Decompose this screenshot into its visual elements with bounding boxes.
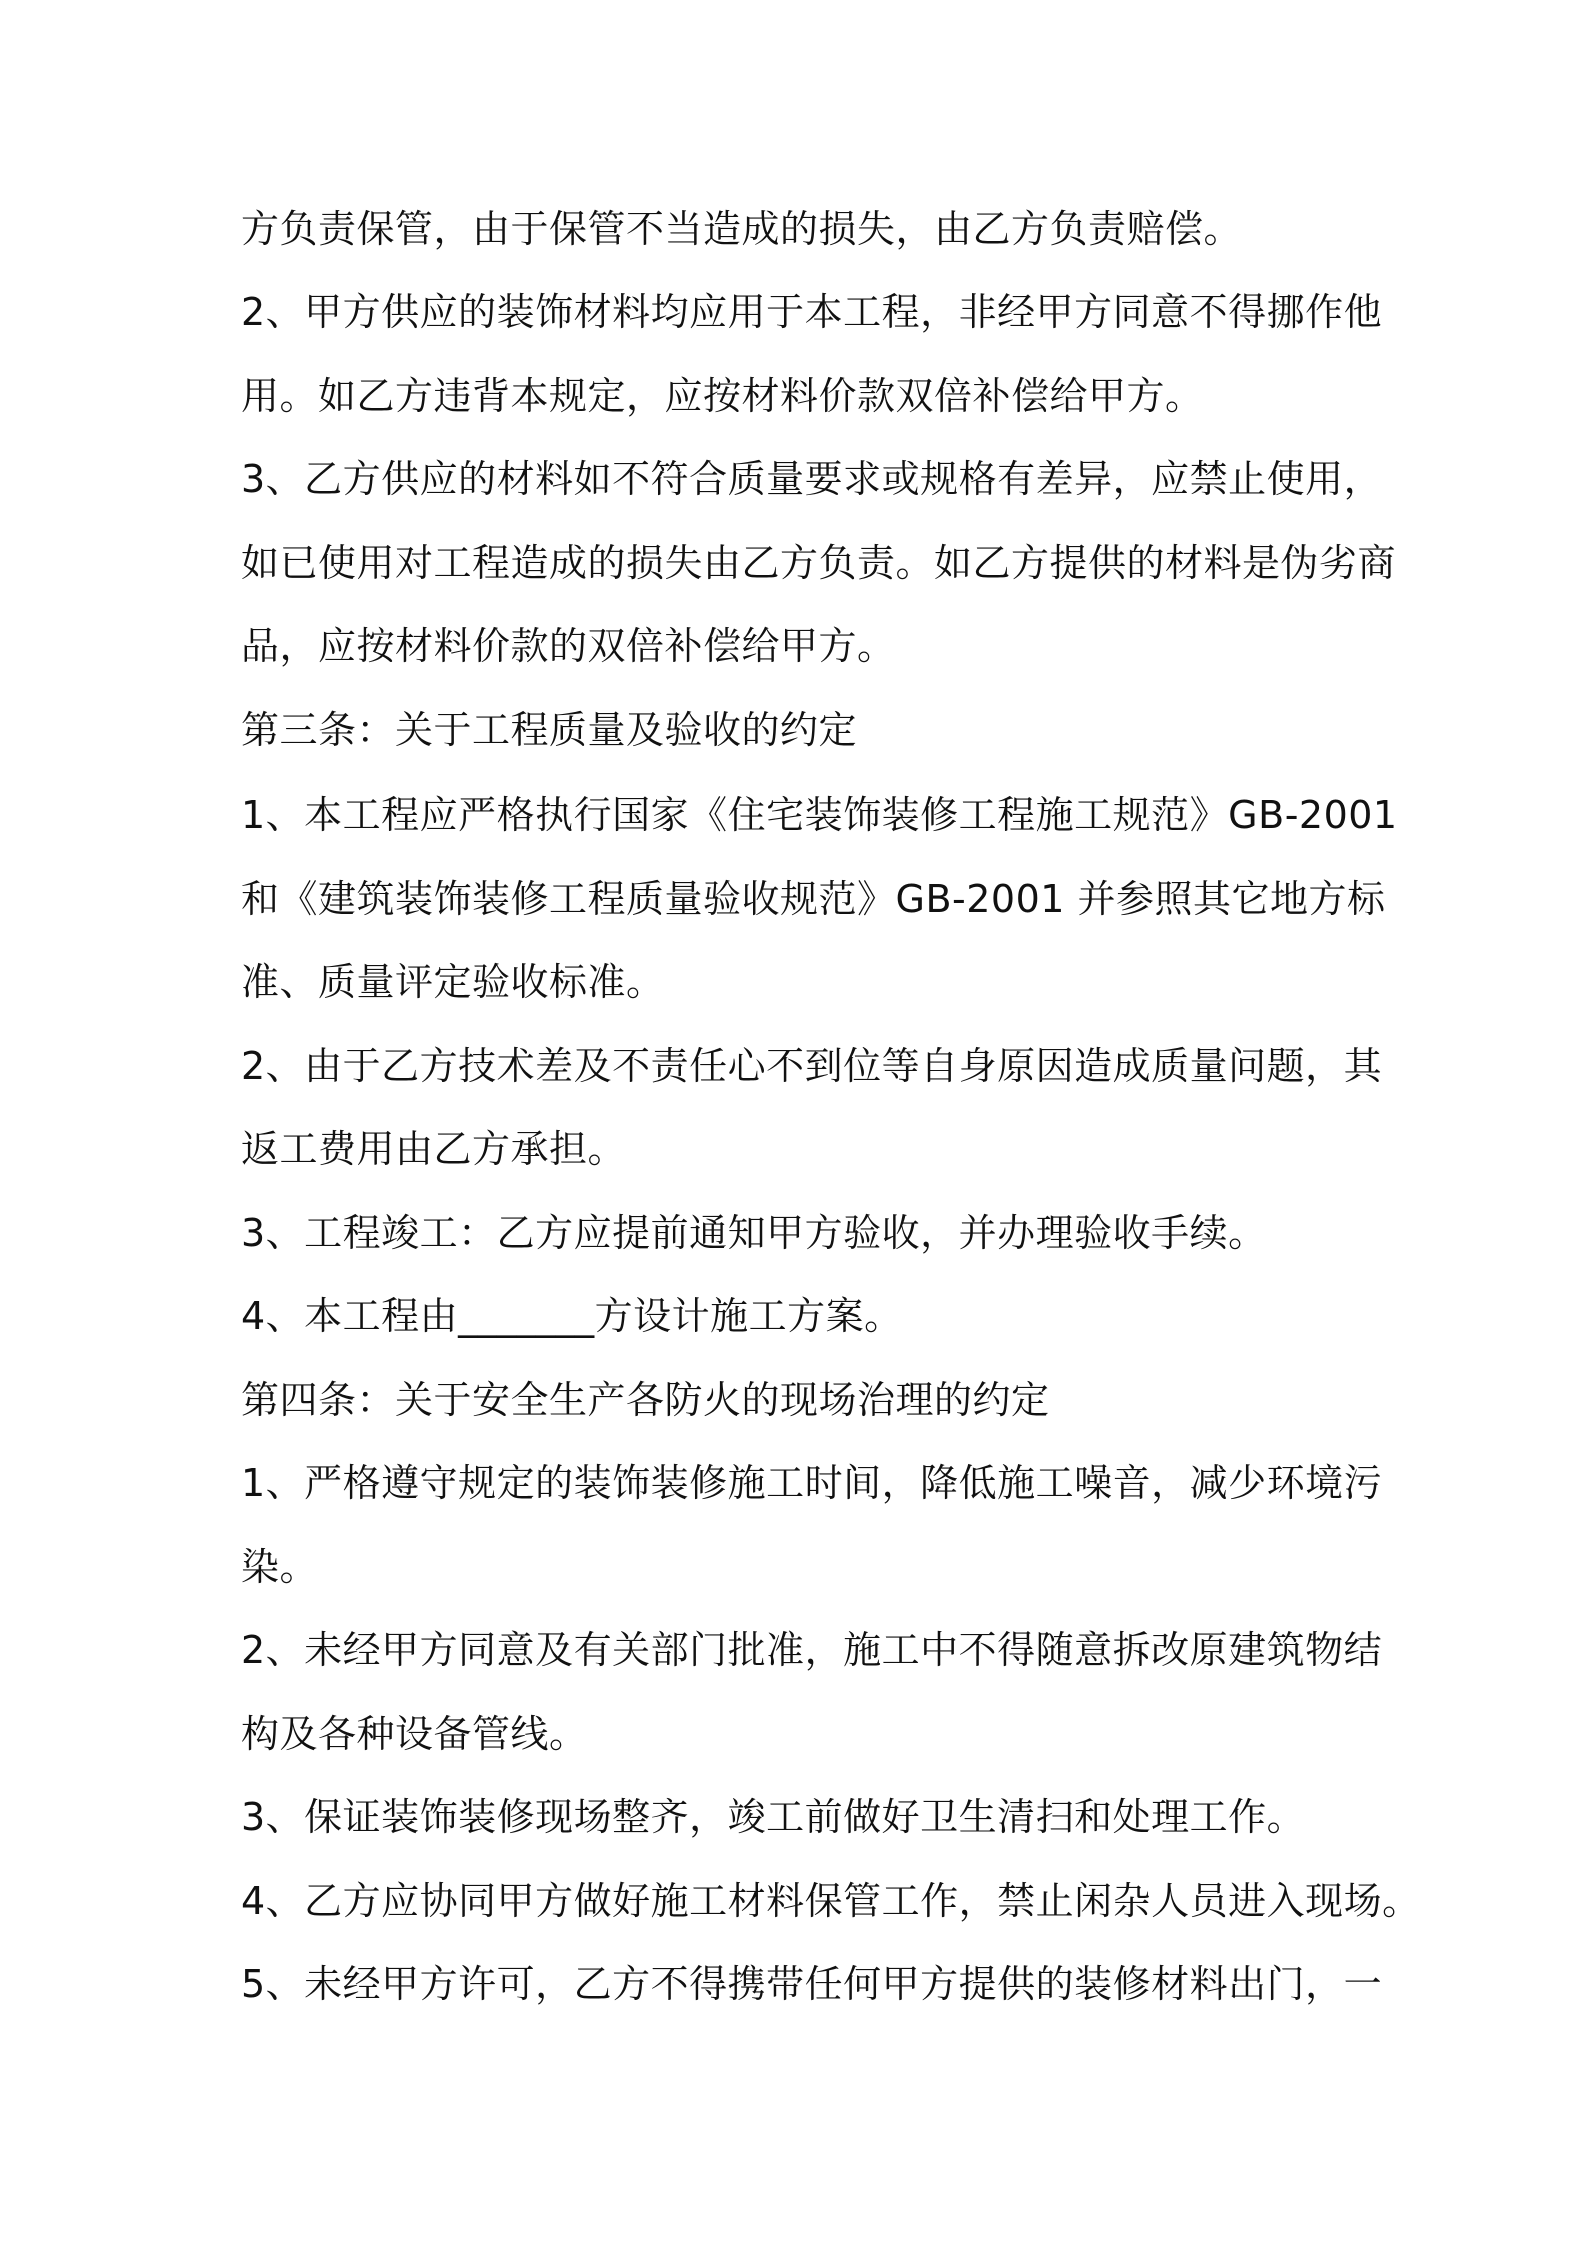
text-line: 染。 (241, 1545, 319, 1589)
text-line: 4、乙方应协同甲方做好施工材料保管工作，禁止闲杂人员进入现场。 (241, 1879, 1421, 1923)
text-line: 3、工程竣工：乙方应提前通知甲方验收，并办理验收手续。 (241, 1211, 1267, 1255)
text-line: 品，应按材料价款的双倍补偿给甲方。 (241, 624, 896, 668)
section-heading: 第三条：关于工程质量及验收的约定 (241, 708, 858, 752)
text-line: 准、质量评定验收标准。 (241, 960, 665, 1004)
text-line: 和《建筑装饰装修工程质量验收规范》GB-2001 并参照其它地方标 (241, 877, 1386, 921)
text-line: 5、未经甲方许可，乙方不得携带任何甲方提供的装修材料出门，一 (241, 1962, 1383, 2006)
text-line: 构及各种设备管线。 (241, 1712, 588, 1756)
text-line: 如已使用对工程造成的损失由乙方负责。如乙方提供的材料是伪劣商 (241, 541, 1397, 585)
text-line: 1、本工程应严格执行国家《住宅装饰装修工程施工规范》GB-2001 (241, 793, 1398, 837)
text-line: 3、保证装饰装修现场整齐，竣工前做好卫生清扫和处理工作。 (241, 1795, 1306, 1839)
text-line: 2、由于乙方技术差及不责任心不到位等自身原因造成质量问题，其 (241, 1044, 1383, 1088)
text-line: 1、严格遵守规定的装饰装修施工时间，降低施工噪音，减少环境污 (241, 1461, 1383, 1505)
text-line: 4、本工程由_______方设计施工方案。 (241, 1294, 903, 1338)
text-line: 方负责保管，由于保管不当造成的损失，由乙方负责赔偿。 (241, 207, 1243, 251)
text-line: 3、乙方供应的材料如不符合质量要求或规格有差异，应禁止使用， (241, 457, 1383, 501)
section-heading: 第四条：关于安全生产各防火的现场治理的约定 (241, 1378, 1050, 1422)
text-line: 2、未经甲方同意及有关部门批准，施工中不得随意拆改原建筑物结 (241, 1628, 1383, 1672)
text-line: 2、甲方供应的装饰材料均应用于本工程，非经甲方同意不得挪作他 (241, 290, 1383, 334)
text-line: 用。如乙方违背本规定，应按材料价款双倍补偿给甲方。 (241, 374, 1204, 418)
text-line: 返工费用由乙方承担。 (241, 1127, 627, 1171)
